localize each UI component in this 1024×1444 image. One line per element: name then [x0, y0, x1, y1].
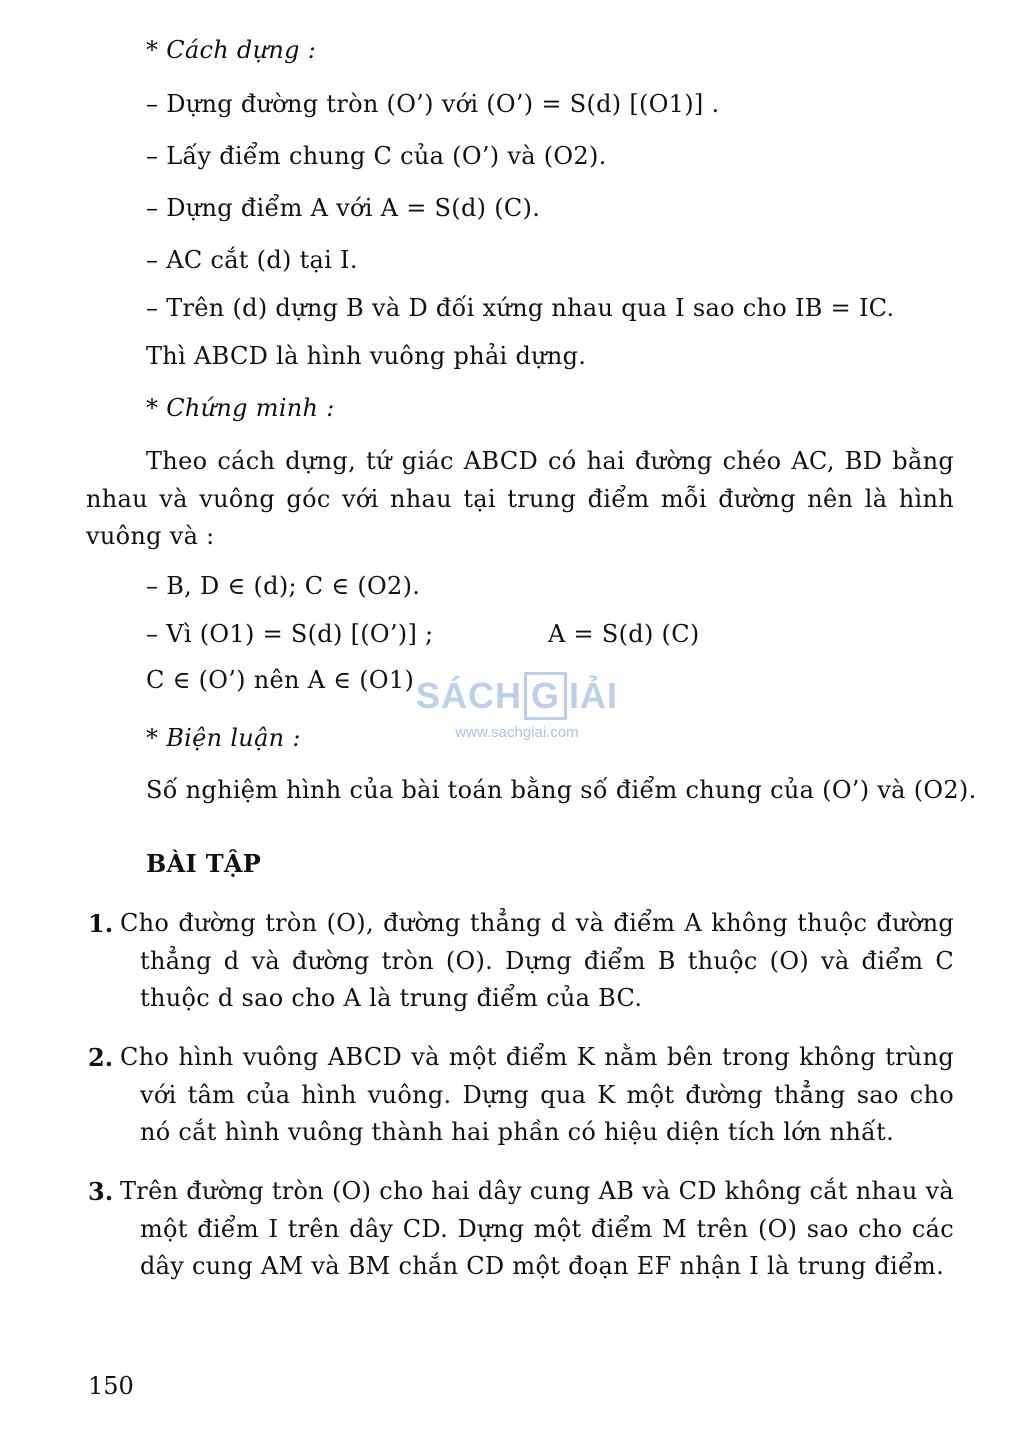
construction-heading: * Cách dựng :: [146, 36, 317, 64]
construction-step-3: – Dựng điểm A với A = S(d) (C).: [146, 194, 541, 222]
exercise-text: Cho hình vuông ABCD và một điểm K nằm bên trong không trùng với tâm của hình vuông. Dựng qua K một đường thẳng sao cho nó cắt hình vuông thành hai phần có hiệu diện tích lớn nhất.: [120, 1043, 954, 1146]
construction-step-4: – AC cắt (d) tại I.: [146, 246, 358, 274]
watermark-text-boxed: G: [524, 672, 567, 720]
exercise-item-1: [88, 905, 954, 1018]
watermark-text-left: SÁCH: [415, 675, 522, 716]
watermark-text-right: IẢI: [569, 675, 619, 716]
proof-line-2a: – Vì (O1) = S(d) [(O’)] ;: [146, 620, 434, 648]
exercise-item-2: [88, 1039, 954, 1152]
exercises-heading: BÀI TẬP: [146, 849, 262, 878]
exercise-number: 1.: [88, 909, 114, 938]
exercise-number: 2.: [88, 1043, 114, 1072]
watermark-logo: [416, 672, 618, 720]
exercise-number: 3.: [88, 1177, 114, 1206]
proof-heading: * Chứng minh :: [146, 394, 335, 422]
construction-step-2: – Lấy điểm chung C của (O’) và (O2).: [146, 142, 607, 170]
exercise-item-3: [88, 1173, 954, 1286]
construction-step-5: – Trên (d) dựng B và D đối xứng nhau qua I sao cho IB = IC.: [146, 294, 895, 322]
exercise-text: Trên đường tròn (O) cho hai dây cung AB và CD không cắt nhau và một điểm I trên dây CD. Dựng một điểm M trên (O) sao cho các dây cung AM và BM chắn CD một đoạn EF nhận I là trung điểm.: [120, 1177, 954, 1280]
proof-line-3: C ∈ (O’) nên A ∈ (O1): [146, 666, 415, 694]
discussion-text: Số nghiệm hình của bài toán bằng số điểm chung của (O’) và (O2).: [146, 776, 977, 804]
watermark-url: www.sachgiai.com: [455, 724, 579, 741]
construction-step-1: – Dựng đường tròn (O’) với (O’) = S(d) [(O1)] .: [146, 90, 720, 118]
proof-line-2b: A = S(d) (C): [548, 620, 700, 648]
proof-paragraph: Theo cách dựng, tứ giác ABCD có hai đường chéo AC, BD bằng nhau và vuông góc với nhau tại trung điểm mỗi đường nên là hình vuông và :: [86, 447, 954, 550]
construction-conclusion: Thì ABCD là hình vuông phải dựng.: [146, 342, 587, 370]
watermark: [412, 672, 622, 772]
page-number: 150: [88, 1372, 134, 1400]
proof-line-1: – B, D ∈ (d); C ∈ (O2).: [146, 572, 421, 600]
discussion-heading: * Biện luận :: [146, 724, 301, 752]
exercise-text: Cho đường tròn (O), đường thẳng d và điểm A không thuộc đường thẳng d và đường tròn (O). Dựng điểm B thuộc (O) và điểm C thuộc d sao cho A là trung điểm của BC.: [120, 909, 954, 1012]
